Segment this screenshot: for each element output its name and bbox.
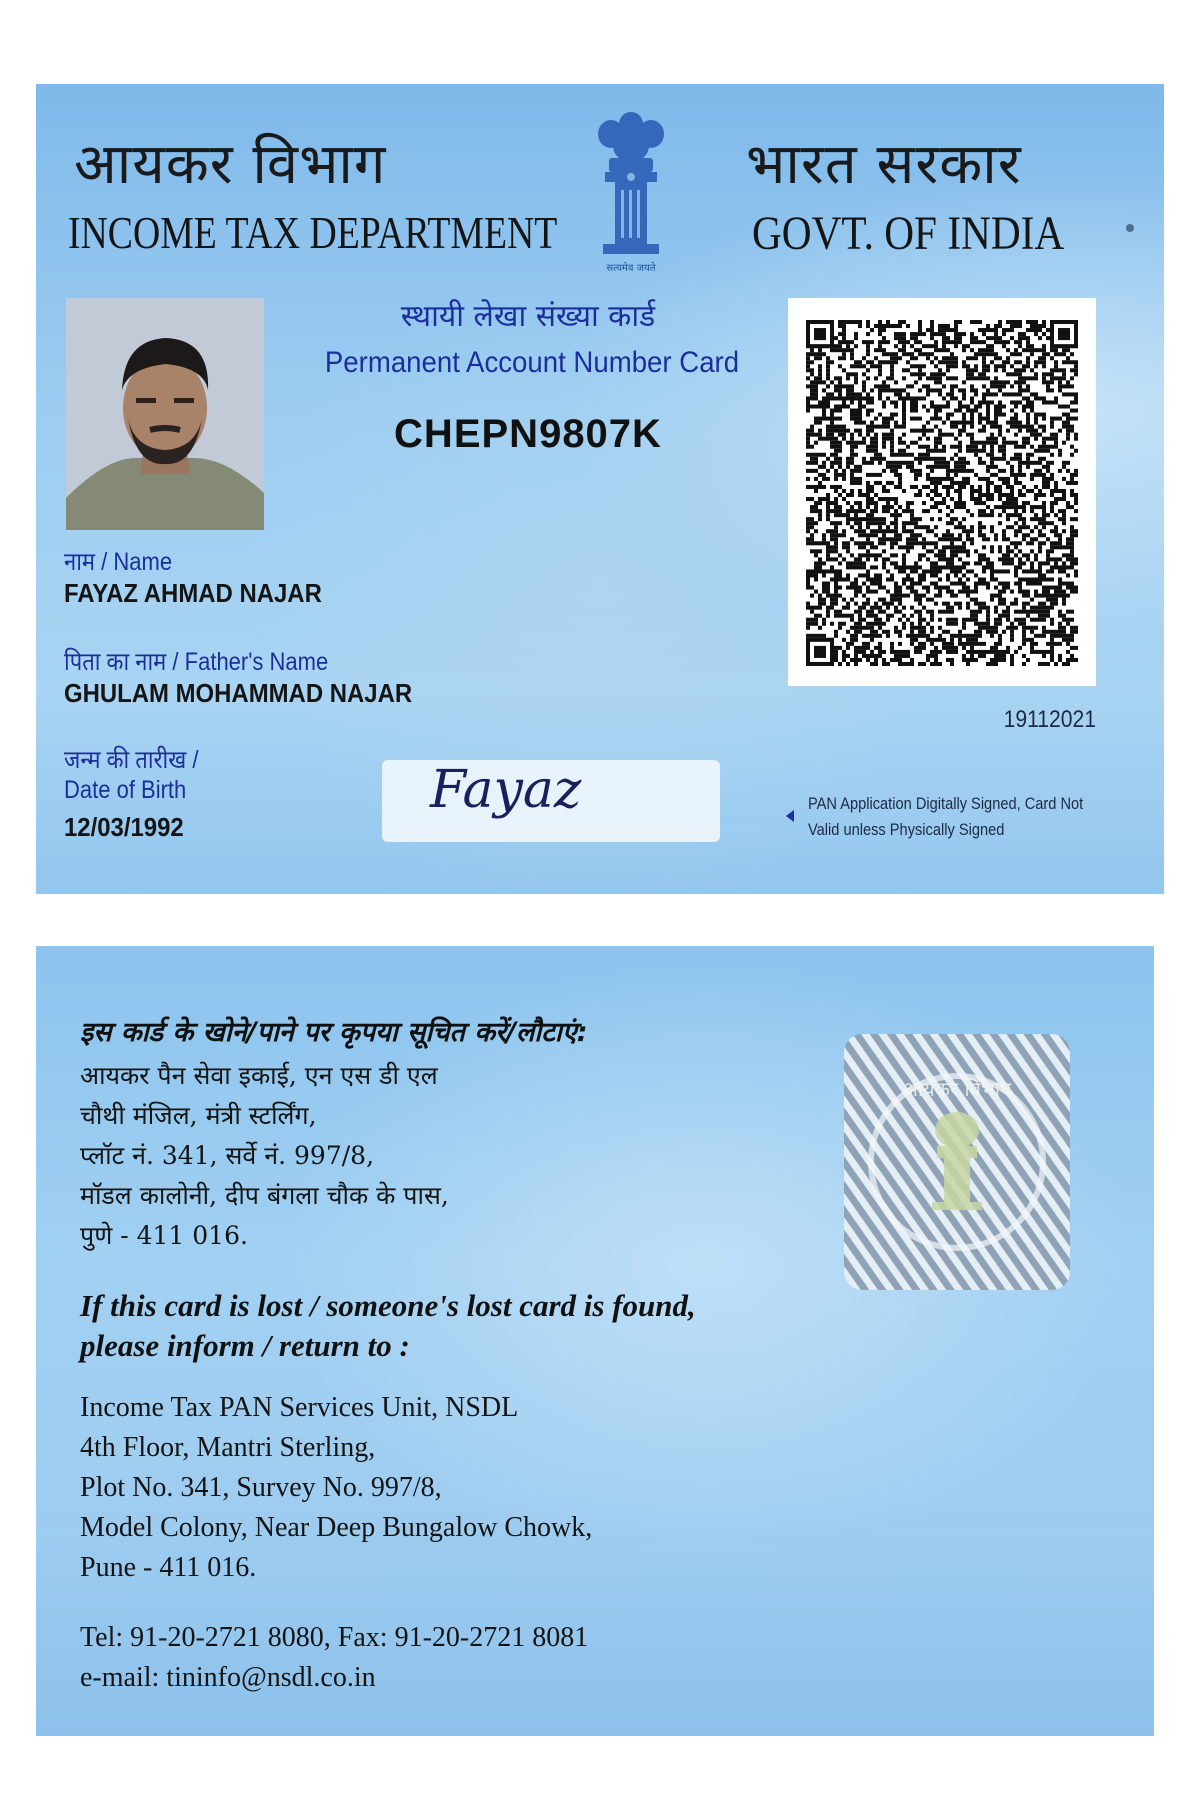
hindi-address-line: पुणे - 411 016.: [80, 1221, 248, 1250]
digital-sign-note-line2: Valid unless Physically Signed: [808, 820, 1005, 839]
pan-number: CHEPN9807K: [394, 412, 662, 456]
hindi-address-line: प्लॉट नं. 341, सर्वे नं. 997/8,: [80, 1141, 375, 1170]
header-hindi-left: आयकर विभाग: [74, 132, 387, 197]
hologram-text: आयकर विभाग: [902, 1077, 1012, 1101]
dob-label-hindi: जन्म की तारीख /: [64, 746, 199, 774]
father-name-label: पिता का नाम / Father's Name: [64, 648, 329, 676]
header-english-right: GOVT. OF INDIA: [752, 207, 1065, 260]
dob-value: 12/03/1992: [64, 812, 184, 842]
qr-code-panel: [788, 298, 1096, 686]
english-address-line: Plot No. 341, Survey No. 997/8,: [80, 1472, 442, 1503]
email-line: e-mail: tininfo@nsdl.co.in: [80, 1662, 376, 1693]
holder-photo: [66, 298, 264, 530]
pan-card-back: [36, 946, 1154, 1736]
qr-code-icon: [806, 320, 1078, 666]
back-english-heading-line2: please inform / return to :: [80, 1328, 410, 1363]
father-name-value: GHULAM MOHAMMAD NAJAR: [64, 678, 413, 708]
name-label: नाम / Name: [64, 548, 173, 576]
back-english-heading-line1: If this card is lost / someone's lost card is found,: [80, 1288, 696, 1323]
card-title-english: Permanent Account Number Card: [324, 346, 740, 379]
hindi-address-line: मॉडल कालोनी, दीप बंगला चौक के पास,: [80, 1181, 449, 1210]
digital-sign-note-line1: PAN Application Digitally Signed, Card Not: [808, 794, 1084, 813]
national-emblem-icon: [581, 106, 681, 286]
emblem-caption: सत्यमेव जयते: [606, 263, 656, 274]
header-hindi-right: भारत सरकार: [746, 132, 1022, 197]
english-address-line: Model Colony, Near Deep Bungalow Chowk,: [80, 1512, 593, 1543]
name-value: FAYAZ AHMAD NAJAR: [64, 578, 322, 608]
hindi-address-line: चौथी मंजिल, मंत्री स्टर्लिंग,: [80, 1101, 317, 1130]
pan-card-front: [36, 84, 1164, 894]
dob-label-english: Date of Birth: [64, 776, 187, 804]
hologram-emblem-icon: [844, 1034, 1070, 1290]
english-address-line: Pune - 411 016.: [80, 1552, 257, 1583]
tel-fax: Tel: 91-20-2721 8080, Fax: 91-20-2721 8081: [80, 1622, 589, 1653]
header-english-left: INCOME TAX DEPARTMENT: [68, 207, 558, 258]
english-address-line: 4th Floor, Mantri Sterling,: [80, 1432, 376, 1463]
english-address-line: Income Tax PAN Services Unit, NSDL: [80, 1392, 519, 1423]
card-title-hindi: स्थायी लेखा संख्या कार्ड: [400, 299, 656, 334]
hologram-seal: [844, 1034, 1070, 1290]
person-photo-icon: [66, 298, 264, 530]
pointer-arrow-icon: [786, 810, 794, 822]
signature-box: [382, 760, 720, 842]
serial-number: 19112021: [1003, 706, 1096, 733]
back-hindi-heading: इस कार्ड के खोने/पाने पर कृपया सूचित करें/लौटाएं:: [80, 1017, 588, 1048]
signature: Fayaz: [430, 760, 582, 820]
hindi-address-line: आयकर पैन सेवा इकाई, एन एस डी एल: [80, 1061, 438, 1090]
dot-mark: [1126, 224, 1134, 232]
